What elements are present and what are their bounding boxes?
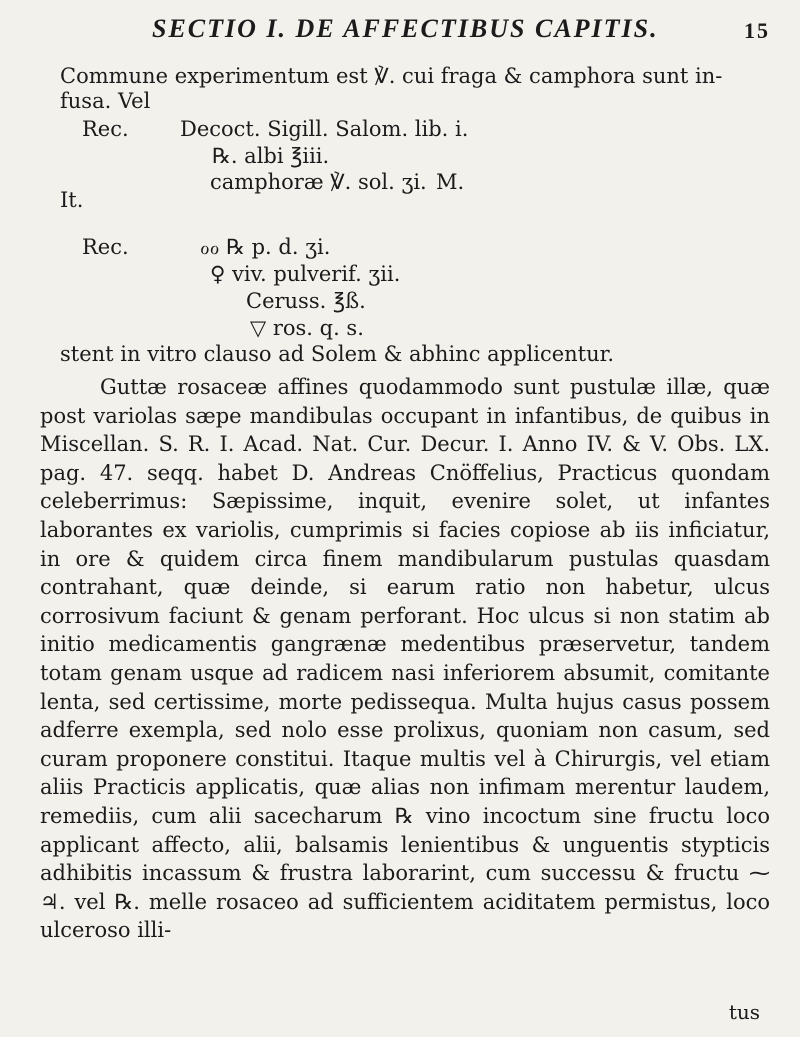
recipe1-line-3: camphoræ ℣. sol. ʒi. — [210, 170, 427, 194]
body-paragraph: Guttæ rosaceæ affines quodammodo sunt pustulæ illæ, quæ post variolas sæpe mandibulas occupant in infantibus, de quibus in Miscellan. S. R. I. Acad. Nat. Cur. Decur. I. Anno IV. & V. Obs. LX. pag. 47. seqq. habet D. Andreas Cnöffelius, Practicus quondam celeberrimus: Sæpissime, inquit, evenire solet, ut infantes laborantes ex variolis, cumprimis si facies copiose ab iis inficiatur, in ore & quidem circa finem mandibularum pustulas quasdam contrahant, quæ deinde, si earum ratio non habetur, ulcus corrosivum faciunt & genam perforant. Hoc ulcus si non statim ab initio medicamentis gangrænæ medentibus præservetur, tandem totam genam usque ad radicem nasi inferiorem absumit, comitante lenta, sed certissime, morte pedissequa. Multa hujus casus possem adferre exempla, sed nolo esse prolixus, quoniam non casum, sed curam proponere constitui. Itaque multis vel à Chirurgis, vel etiam aliis Practicis applicatis, quæ alias non infimam merentur laudem, remediis, cum alii sacecharum ℞ vino incoctum sine fructu loco applicant affecto, alii, balsamis lenientibus & unguentis stypticis adhibitis incassum & frustra laborarint, cum successu & fructu ⁓ ♃. vel ℞. melle rosaceo ad sufficientem aciditatem permistus, loco ulceroso illi- — [40, 375, 770, 943]
catchword: tus — [728, 1000, 760, 1024]
recipe1-line-2: ℞. albi ℥iii. — [212, 144, 330, 168]
recipe1-rec-label: Rec. — [82, 117, 129, 141]
page-number: 15 — [744, 18, 770, 43]
recipe2-line-1: ℴℴ ℞ p. d. ʒi. — [200, 235, 331, 259]
recipe2-line-4: ▽ ros. q. s. — [250, 316, 364, 340]
recipe1-line-1: Decoct. Sigill. Salom. lib. i. — [180, 117, 469, 141]
intro-line-1: Commune experimentum est ℣. cui fraga & camphora sunt in- — [60, 64, 723, 88]
intro-line-2: fusa. Vel — [60, 89, 151, 113]
recipe2-line-3: Ceruss. ℥ß. — [246, 289, 366, 313]
recipe1-item-label: It. — [60, 188, 84, 212]
recipe2-line-5: stent in vitro clauso ad Solem & abhinc applicentur. — [60, 342, 615, 366]
recipe1-misce: M. — [436, 170, 465, 194]
body-text — [40, 373, 770, 945]
running-header — [34, 8, 770, 48]
recipe2-line-2: ♀ viv. pulverif. ʒii. — [210, 262, 401, 286]
running-title: SECTIO I. DE AFFECTIBUS CAPITIS. — [152, 14, 659, 43]
recipe2-rec-label: Rec. — [82, 235, 129, 259]
